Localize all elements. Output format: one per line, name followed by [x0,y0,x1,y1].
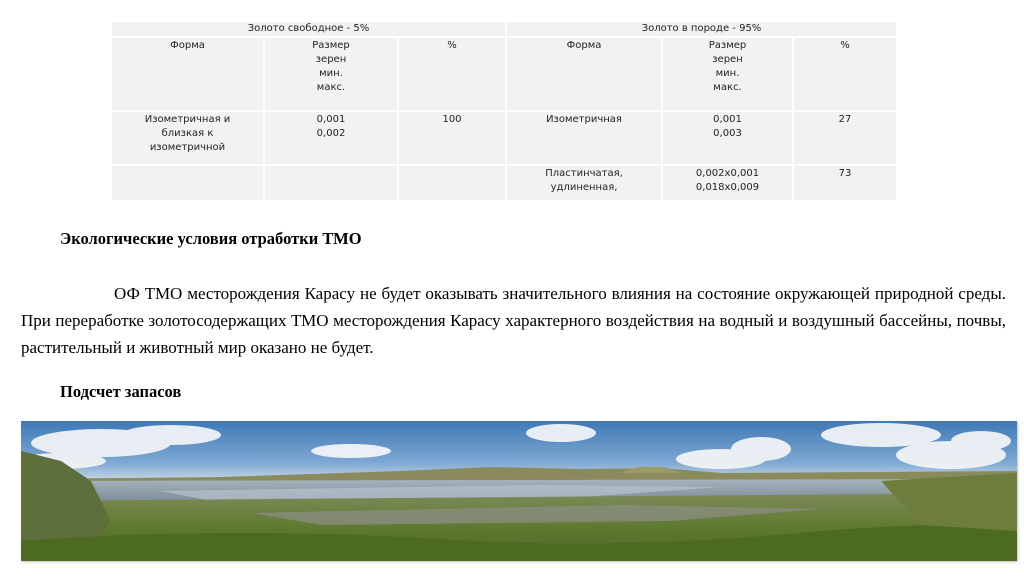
col-header-form: Форма [507,38,661,110]
col-header-percent: % [794,38,896,110]
group-header-free-gold: Золото свободное - 5% [112,22,505,36]
table-cell: Изометричная и близкая к изометричной [112,112,263,164]
table-cell [265,166,397,200]
table-row [112,166,896,200]
body-paragraph: ОФ ТМО месторождения Карасу не будет оказывать значительного влияния на состояние окружающей природной среды. При переработке золотосодержащих ТМО месторождения Карасу характерного воздействия на водный и воздушный бассейны, почвы, растительный и животный мир оказано не будет. [21,284,1006,357]
col-header-grain-size: Размер зерен мин. макс. [265,38,397,110]
table-cell: 100 [399,112,505,164]
table-cell: Изометричная [507,112,661,164]
table-cell: 0,001 0,002 [265,112,397,164]
section-heading-ecology: Экологические условия отработки ТМО [60,229,362,248]
table-row [112,112,896,164]
col-header-percent: % [399,38,505,110]
table-cell: 73 [794,166,896,200]
col-header-form: Форма [112,38,263,110]
gold-form-table [110,20,898,202]
table-cell: 0,001 0,003 [663,112,792,164]
table-cell: Пластинчатая, удлиненная, [507,166,661,200]
section-heading-reserves: Подсчет запасов [60,382,182,401]
landscape-panorama-image [21,421,1017,561]
table-cell: 27 [794,112,896,164]
table-cell [112,166,263,200]
col-header-grain-size: Размер зерен мин. макс. [663,38,792,110]
table-cell: 0,002x0,001 0,018x0,009 [663,166,792,200]
landscape-panorama-photo [21,421,1017,561]
group-header-gold-in-rock: Золото в породе - 95% [507,22,896,36]
table-cell [399,166,505,200]
